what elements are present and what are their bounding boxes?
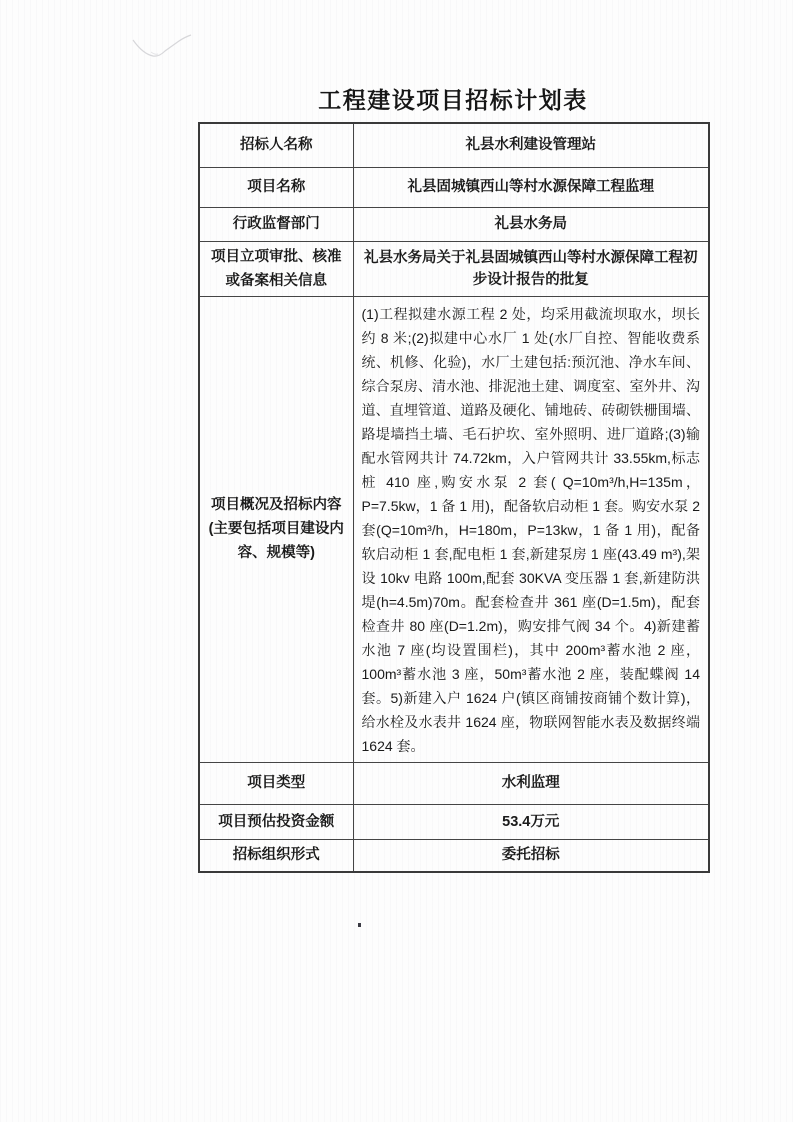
row-label-project-type: 项目类型	[199, 762, 353, 804]
row-label-supervision-dept: 行政监督部门	[199, 207, 353, 241]
table-row-estimated-investment	[199, 804, 709, 839]
table-row-project-type	[199, 762, 709, 804]
table-row-project-overview	[199, 296, 709, 762]
row-label-project-overview: 项目概况及招标内容(主要包括项目建设内容、规模等)	[199, 296, 353, 762]
row-value-bidding-organization-form: 委托招标	[353, 839, 709, 872]
bidding-plan-table	[198, 122, 710, 873]
row-value-tenderer-name: 礼县水利建设管理站	[353, 123, 709, 167]
row-label-estimated-investment: 项目预估投资金额	[199, 804, 353, 839]
row-label-project-name: 项目名称	[199, 167, 353, 207]
row-label-approval-info: 项目立项审批、核准或备案相关信息	[199, 241, 353, 296]
row-value-project-overview: (1)工程拟建水源工程 2 处，均采用截流坝取水，坝长约 8 米;(2)拟建中心水厂 1 处(水厂自控、智能收费系统、机修、化验)，水厂土建包括:预沉池、净水车间、综合泵房、清水池、排泥池土建、调度室、室外井、沟道、直埋管道、道路及硬化、铺地砖、砖砌铁栅围墙、路堤墙挡土墙、毛石护坎、室外照明、进厂道路;(3)输配水管网共计 74.72km，入户管网共计 33.55km,标志桩 410 座,购安水泵 2 套( Q=10m³/h,H=135m，P=7.5kw，1 备 1 用)，配备软启动柜 1 套。购安水泵 2 套(Q=10m³/h，H=180m，P=13kw，1 备 1 用)，配备软启动柜 1 套,配电柜 1 套,新建泵房 1 座(43.49 m³),架设 10kv 电路 100m,配套 30KVA 变压器 1 套,新建防洪堤(h=4.5m)70m。配套检查井 361 座(D=1.5m)，配套检查井 80 座(D=1.2m)，购安排气阀 34 个。4)新建蓄水池 7 座(均设置围栏)，其中 200m³蓄水池 2 座，100m³蓄水池 3 座，50m³蓄水池 2 座，装配蝶阀 14 套。5)新建入户 1624 户(镇区商铺按商铺个数计算)，给水栓及水表井 1624 座，物联网智能水表及数据终端 1624 套。	[353, 296, 709, 762]
scan-speck	[358, 923, 361, 927]
row-value-project-name: 礼县固城镇西山等村水源保障工程监理	[353, 167, 709, 207]
table-row-bidding-organization-form	[199, 839, 709, 872]
row-value-project-type: 水利监理	[353, 762, 709, 804]
row-value-estimated-investment: 53.4万元	[353, 804, 709, 839]
table-row-tenderer-name	[199, 123, 709, 167]
row-value-supervision-dept: 礼县水务局	[353, 207, 709, 241]
table-row-project-name	[199, 167, 709, 207]
page-title: 工程建设项目招标计划表	[318, 87, 588, 113]
scan-pencil-mark	[125, 22, 200, 67]
row-label-tenderer-name: 招标人名称	[199, 123, 353, 167]
table-row-supervision-dept	[199, 207, 709, 241]
row-value-approval-info: 礼县水务局关于礼县固城镇西山等村水源保障工程初步设计报告的批复	[353, 241, 709, 296]
row-label-bidding-organization-form: 招标组织形式	[199, 839, 353, 872]
table-row-approval-info	[199, 241, 709, 296]
